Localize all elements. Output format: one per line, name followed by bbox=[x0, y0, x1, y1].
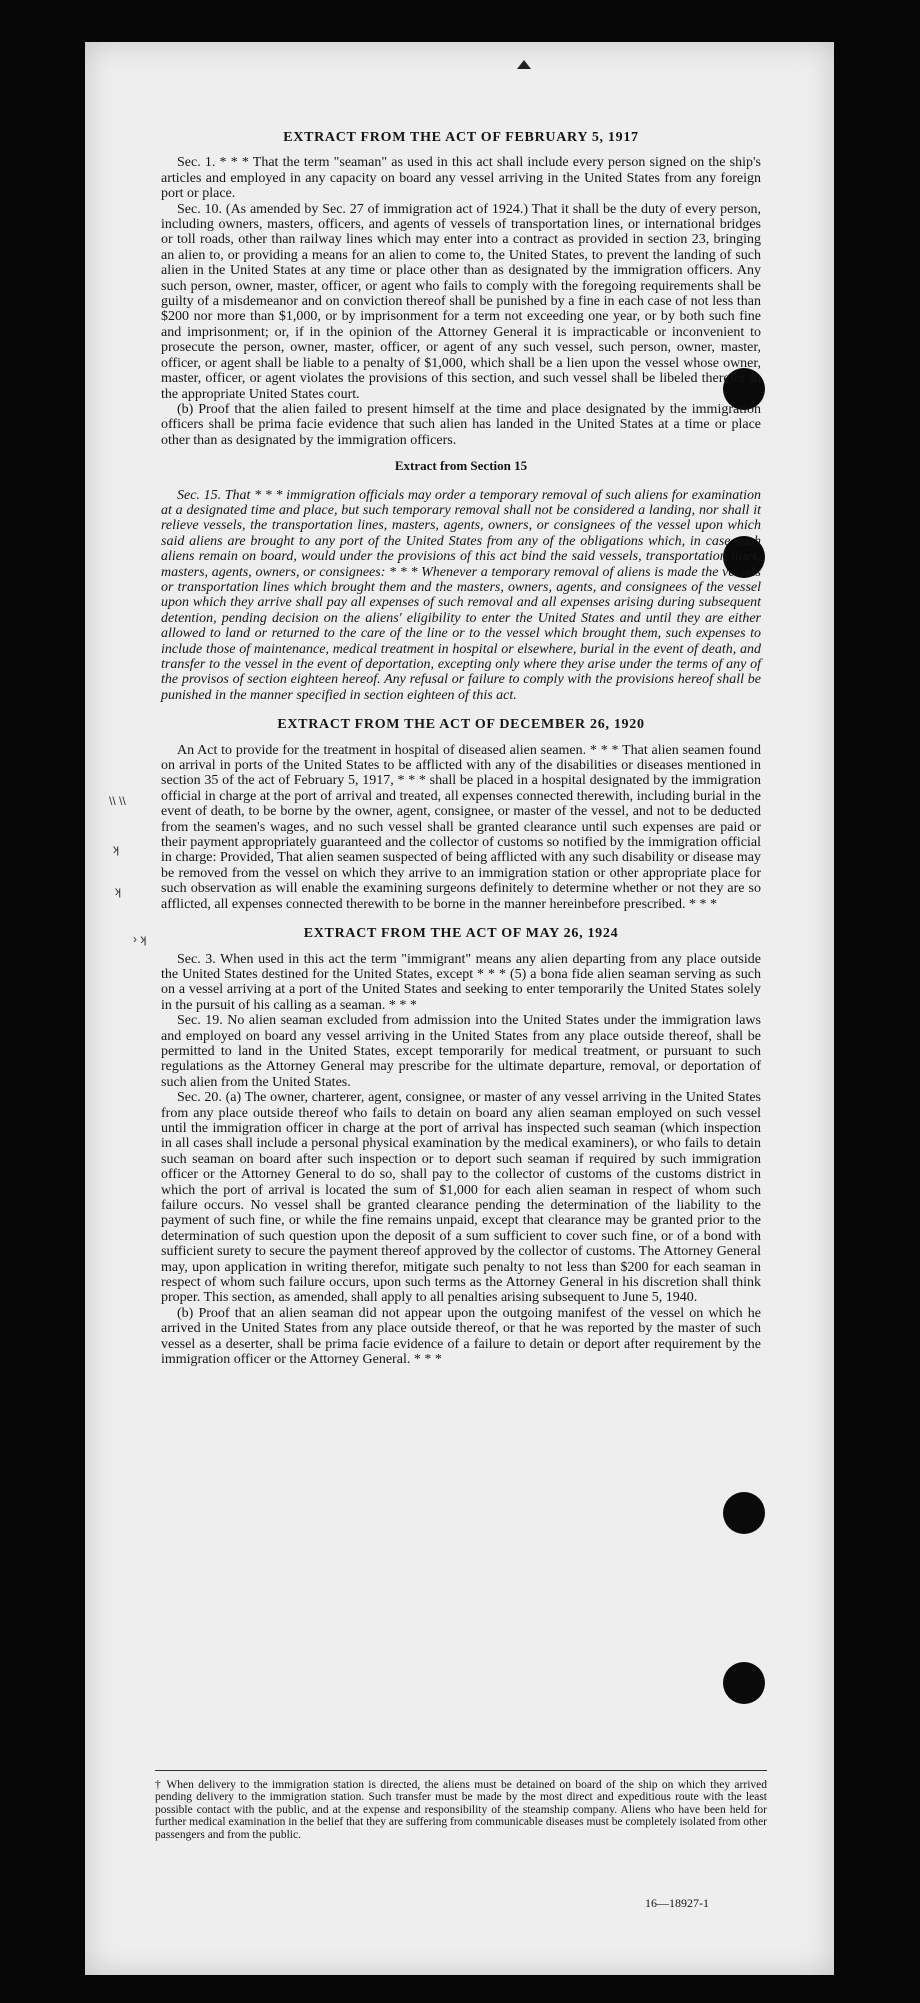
punch-hole-icon bbox=[723, 1492, 765, 1534]
spacer bbox=[161, 703, 761, 717]
paragraph-sec-19: Sec. 19. No alien seaman excluded from admission into the United States under the immigration laws and employed on board any vessel arriving in the United States from any place outside thereof, shall be permitted to land in the United States, except temporarily for medical treatment, or pursuant to such regulations as the Attorney General may prescribe for the ultimate departure, removal, or deportation of such alien from the United States. bbox=[161, 1013, 761, 1090]
section-title-15: Extract from Section 15 bbox=[394, 458, 528, 474]
paragraph-sec-10: Sec. 10. (As amended by Sec. 27 of immigration act of 1924.) That it shall be the duty of every person, including owners, masters, officers, and agents of vessels of transportation lines, or international bridges or toll roads, other than railway lines which may enter into a contract as provided in section 23, bringing an alien to, or providing a means for an alien to come to, the United States, to prevent the landing of such alien in the United States at any time or place other than as designated by the immigration officers. Any such person, owner, master, officer, or agent who fails to comply with the foregoing requirements shall be guilty of a misdemeanor and on conviction thereof shall be punished by a fine in each case of not less than $200 nor more than $1,000, or by imprisonment for a term not exceeding one year, or by both such fine and imprisonment; or, if in the opinion of the Attorney General it is impracticable or inconvenient to prosecute the person, owner, master, officer, or agent of any such vessel, such person, owner, master, officer, or agent shall be liable to a penalty of $1,000, which shall be a lien upon the vessel whose owner, master, officer, or agent violates the provisions of this section, and such vessel shall be libeled therefor in the appropriate United States court. bbox=[161, 201, 761, 402]
document-body bbox=[161, 130, 761, 1367]
margin-marks-icon: › ʞ bbox=[133, 932, 147, 946]
section-title-1920: EXTRACT FROM THE ACT OF DECEMBER 26, 1920 bbox=[277, 717, 645, 733]
margin-marks-icon: ʞ bbox=[113, 842, 119, 856]
paragraph-sec-3: Sec. 3. When used in this act the term "immigrant" means any alien departing from any place outside the United States destined for the United States, except * * * (5) a bona fide alien seaman serving as such on a vessel arriving at a port of the United States and seeking to enter temporarily the United States solely in the pursuit of his calling as a seaman. * * * bbox=[161, 951, 761, 1013]
staple-mark-icon bbox=[517, 60, 531, 69]
spacer bbox=[161, 912, 761, 926]
paragraph-sec-10b: (b) Proof that the alien failed to present himself at the time and place designated by the immigration officers shall be prima facie evidence that such alien has landed in the United States at a time or place other than as designated by the immigration officers. bbox=[161, 401, 761, 448]
section-15-block bbox=[161, 488, 761, 704]
form-number: 16—18927-1 bbox=[645, 1896, 709, 1910]
paragraph-sec-20a: Sec. 20. (a) The owner, charterer, agent, consignee, or master of any vessel arriving in the United States from any place outside thereof who fails to detain on board any alien seaman employed on such vessel until the immigration officer in charge at the port of arrival has inspected such seaman (which inspection in all cases shall include a personal physical examination by the medical examiners), or who fails to detain such seaman on board after such inspection or to deport such seaman if required by such immigration officer or the Attorney General to do so, shall pay to the collector of customs of the customs district in which the port of arrival is located the sum of $1,000 for each alien seaman in respect of whom such failure occurs. No vessel shall be granted clearance pending the determination of the liability to the payment of such fine, or while the fine remains unpaid, except that clearance may be granted prior to the determination of such question upon the deposit of a sum sufficient to cover such fine, or of a bond with sufficient surety to secure the payment thereof approved by the collector of customs. The Attorney General may, upon application in writing therefor, mitigate such penalty to not less than $200 for each seaman in respect of whom such failure occurs, upon such terms as the Attorney General in his discretion shall think proper. This section, as amended, shall apply to all penalties arising subsequent to June 5, 1940. bbox=[161, 1090, 761, 1306]
paragraph-act-1920: An Act to provide for the treatment in hospital of diseased alien seamen. * * * That alien seamen found on arrival in ports of the United States to be afflicted with any of the disabilities or diseases mentioned in section 35 of the act of February 5, 1917, * * * shall be placed in a hospital designated by the immigration official in charge at the port of arrival and treated, all expenses connected therewith, including burial in the event of death, to be borne by the owner, agent, consignee, or master of the vessel, and not to be deducted from the seamen's wages, and no such vessel shall be granted clearance until such expenses are paid or their payment appropriately guaranteed and the collector of customs so notified by the immigration official in charge: Provided, That alien seamen suspected of being afflicted with any such disability or disease may be removed from the vessel on which they arrive to an immigration station or other appropriate place for such observation as will enable the examining surgeons definitely to determine whether or not they are so afflicted, all expenses connected therewith to be borne in the manner hereinbefore prescribed. * * * bbox=[161, 742, 761, 912]
paragraph-sec-1: Sec. 1. * * * That the term "seaman" as used in this act shall include every person signed on the ship's articles and employed in any capacity on board any vessel arriving in the United States from any foreign port or place. bbox=[161, 155, 761, 202]
margin-marks-icon: ʞ bbox=[115, 884, 121, 898]
punch-hole-icon bbox=[723, 1662, 765, 1704]
section-title-1917: EXTRACT FROM THE ACT OF FEBRUARY 5, 1917 bbox=[283, 130, 639, 145]
document-page bbox=[85, 42, 834, 1975]
paragraph-sec-15: Sec. 15. That * * * immigration officials may order a temporary removal of such aliens for examination at a designated time and place, but such temporary removal shall not be considered a landing, nor shall it relieve vessels, the transportation lines, masters, agents, owners, or consignees of the vessel upon which said aliens are brought to any port of the United States from any of the obligations which, in case such aliens remain on board, would under the provisions of this act bind the said vessels, transportation lines, masters, agents, owners, or consignees: * * * Whenever a temporary removal of aliens is made the vessels or transportation lines which brought them and the masters, owners, agents, and consignees of the vessel upon which they arrive shall pay all expenses of such removal and all expenses arising during subsequent detention, pending decision on the aliens' eligibility to enter the United States and until they are either allowed to land or returned to the care of the line or to the vessel which brought them, such expenses to include those of maintenance, medical treatment in hospital or elsewhere, burial in the event of death, and transfer to the vessel in the event of deportation, excepting only where they arise under the terms of any of the provisos of section eighteen hereof. Any refusal or failure to comply with the provisions hereof shall be punished in the manner specified in section eighteen of this act. bbox=[161, 487, 761, 703]
section-title-1924: EXTRACT FROM THE ACT OF MAY 26, 1924 bbox=[303, 926, 619, 942]
footnote: † When delivery to the immigration station is directed, the aliens must be detained on board of the ship on which they arrived pending delivery to the immigration station. Such transfer must be made by the most direct and expeditious route with the least possible contact with the public, and at the expense and responsibility of the steamship company. Aliens who have been held for further medical examination in the belief that they are suffering from communicable diseases must be completely isolated from other passengers and from the public. bbox=[155, 1770, 767, 1841]
paragraph-sec-20b: (b) Proof that an alien seaman did not appear upon the outgoing manifest of the vessel on which he arrived in the United States from any place outside thereof, or that he was reported by the master of such vessel as a deserter, shall be prima facie evidence of a failure to detain or deport after requirement by the immigration officer or the Attorney General. * * * bbox=[161, 1305, 761, 1368]
margin-marks-icon: \\ \\ bbox=[109, 794, 126, 808]
